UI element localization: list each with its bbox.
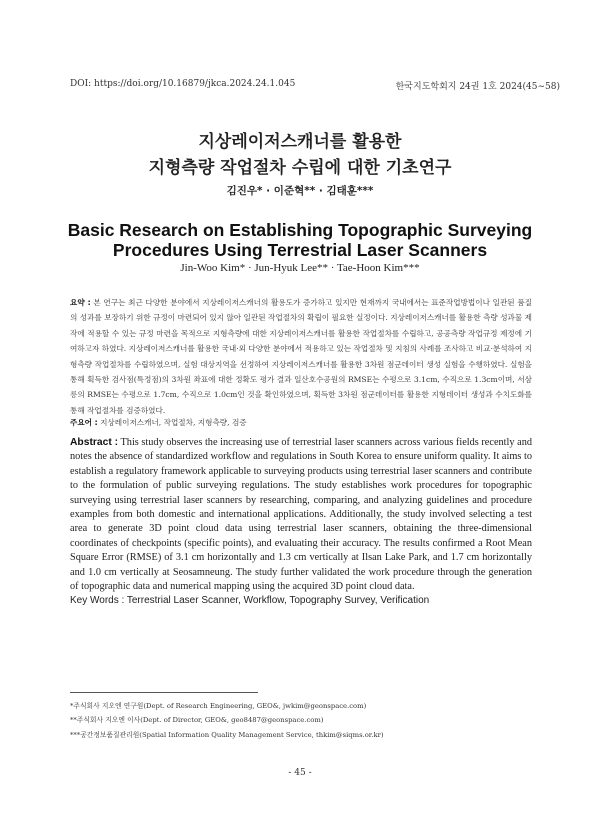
english-abstract-label: Abstract : <box>70 437 119 448</box>
english-keywords: Key Words : Terrestrial Laser Scanner, Workflow, Topography Survey, Verification <box>70 595 430 606</box>
korean-abstract-text: 본 연구는 최근 다양한 분야에서 지상레이저스캐너의 활용도가 증가하고 있지만 현재까지 국내에서는 표준작업방법이나 일관된 품질의 성과를 보장하기 위한 규정이 마련되어 있지 않아 일관된 작업절차의 확립이 필요한 실정이다. 지상레이저스캐너를 활용한 측량 성과물 제작에 적용할 수 있는 규정 마련을 목적으로 지형측량에 대한 지상레이저스캐너를 활용한 작업절차를 수립하고, 공공측량 작업규정 제정에 기여하고자 하였다. 지상레이저스캐너를 활용한 국내·외 다양한 분야에서 적용하고 있는 작업절차 및 지침의 사례를 조사하고 비교·분석하여 지형측량 작업절차를 수립하였으며, 실험 대상지역을 선정하여 지상레이저스캐너를 활용한 3차원 점군데이터 생성 실험을 수행하였다. 실험을 통해 획득한 검사점(특정점)의 3차원 좌표에 대한 정확도 평가 결과 일산호수공원의 RMSE는 수평으로 3.1cm, 수직으로 1.3cm이며, 서삼릉의 RMSE는 수평으로 1.7cm, 수직으로 1.0cm인 것을 확인하였으며, 획득한 3차원 점군데이터를 활용한 지형데이터 생성과 수치도화를 통해 작업절차를 검증하였다. <box>70 298 532 415</box>
korean-keywords-label: 주요어 : <box>70 418 98 427</box>
footnote-2: **주식회사 지오엔 이사(Dept. of Director, GEO&, geo8487@geonspace.com) <box>70 716 324 724</box>
english-title-line-1: Basic Research on Establishing Topographic Surveying <box>67 220 533 240</box>
english-abstract <box>70 436 532 594</box>
doi-header: DOI: https://doi.org/10.16879/jkca.2024.24.1.045 <box>70 79 296 89</box>
korean-keywords <box>70 417 532 428</box>
footnote-1: *주식회사 지오엔 연구원(Dept. of Research Engineering, GEO&, jwkim@geonspace.com) <box>70 702 367 710</box>
korean-abstract-label: 요약 : <box>70 298 91 307</box>
english-abstract-text: This study observes the increasing use of terrestrial laser scanners across various fields recently and notes the absence of standardized workflow and regulations in South Korea to ensure uniform quality. It aims to establish a regulatory framework applicable to surveying products using terrestrial laser scanners and contribute to the formulation of public surveying regulations. The study establishes work procedures for topographic surveying using terrestrial laser scanners by researching, comparing, and analyzing guidelines and procedure examples from both domestic and international applications. Additionally, the study involved selecting a test area to generate 3D point cloud data using terrestrial laser scanners, obtaining the three-dimensional coordinates of checkpoints (specific points), and evaluating their accuracy. The results confirmed a Root Mean Square Error (RMSE) of 3.1 cm horizontally and 1.3 cm vertically at Ilsan Lake Park, and 1.7 cm horizontally and 1.0 cm vertically at Seosamneung. The study further validated the work procedure through the generation of topographic data and numerical mapping using the acquired 3D point cloud data. <box>70 437 532 593</box>
footnote-3: ***공간정보품질관리원(Spatial Information Quality Management Service, thkim@siqms.or.kr) <box>70 731 384 739</box>
korean-authors: 김진우* · 이준혁** · 김태훈*** <box>226 185 374 197</box>
korean-keywords-text: 지상레이저스캐너, 작업절차, 지형측량, 검증 <box>97 418 247 427</box>
english-authors: Jin-Woo Kim* · Jun-Hyuk Lee** · Tae-Hoon Kim*** <box>180 262 420 274</box>
korean-abstract <box>70 295 532 418</box>
page-number: - 45 - <box>288 768 312 778</box>
english-title-line-2: Procedures Using Terrestrial Laser Scanners <box>112 240 488 260</box>
korean-title-line-2: 지형측량 작업절차 수립에 대한 기초연구 <box>148 158 452 178</box>
korean-title-line-1: 지상레이저스캐너를 활용한 <box>198 132 402 152</box>
journal-header: 한국지도학회지 24권 1호 2024(45∼58) <box>395 82 560 92</box>
footnote-divider <box>70 692 258 693</box>
